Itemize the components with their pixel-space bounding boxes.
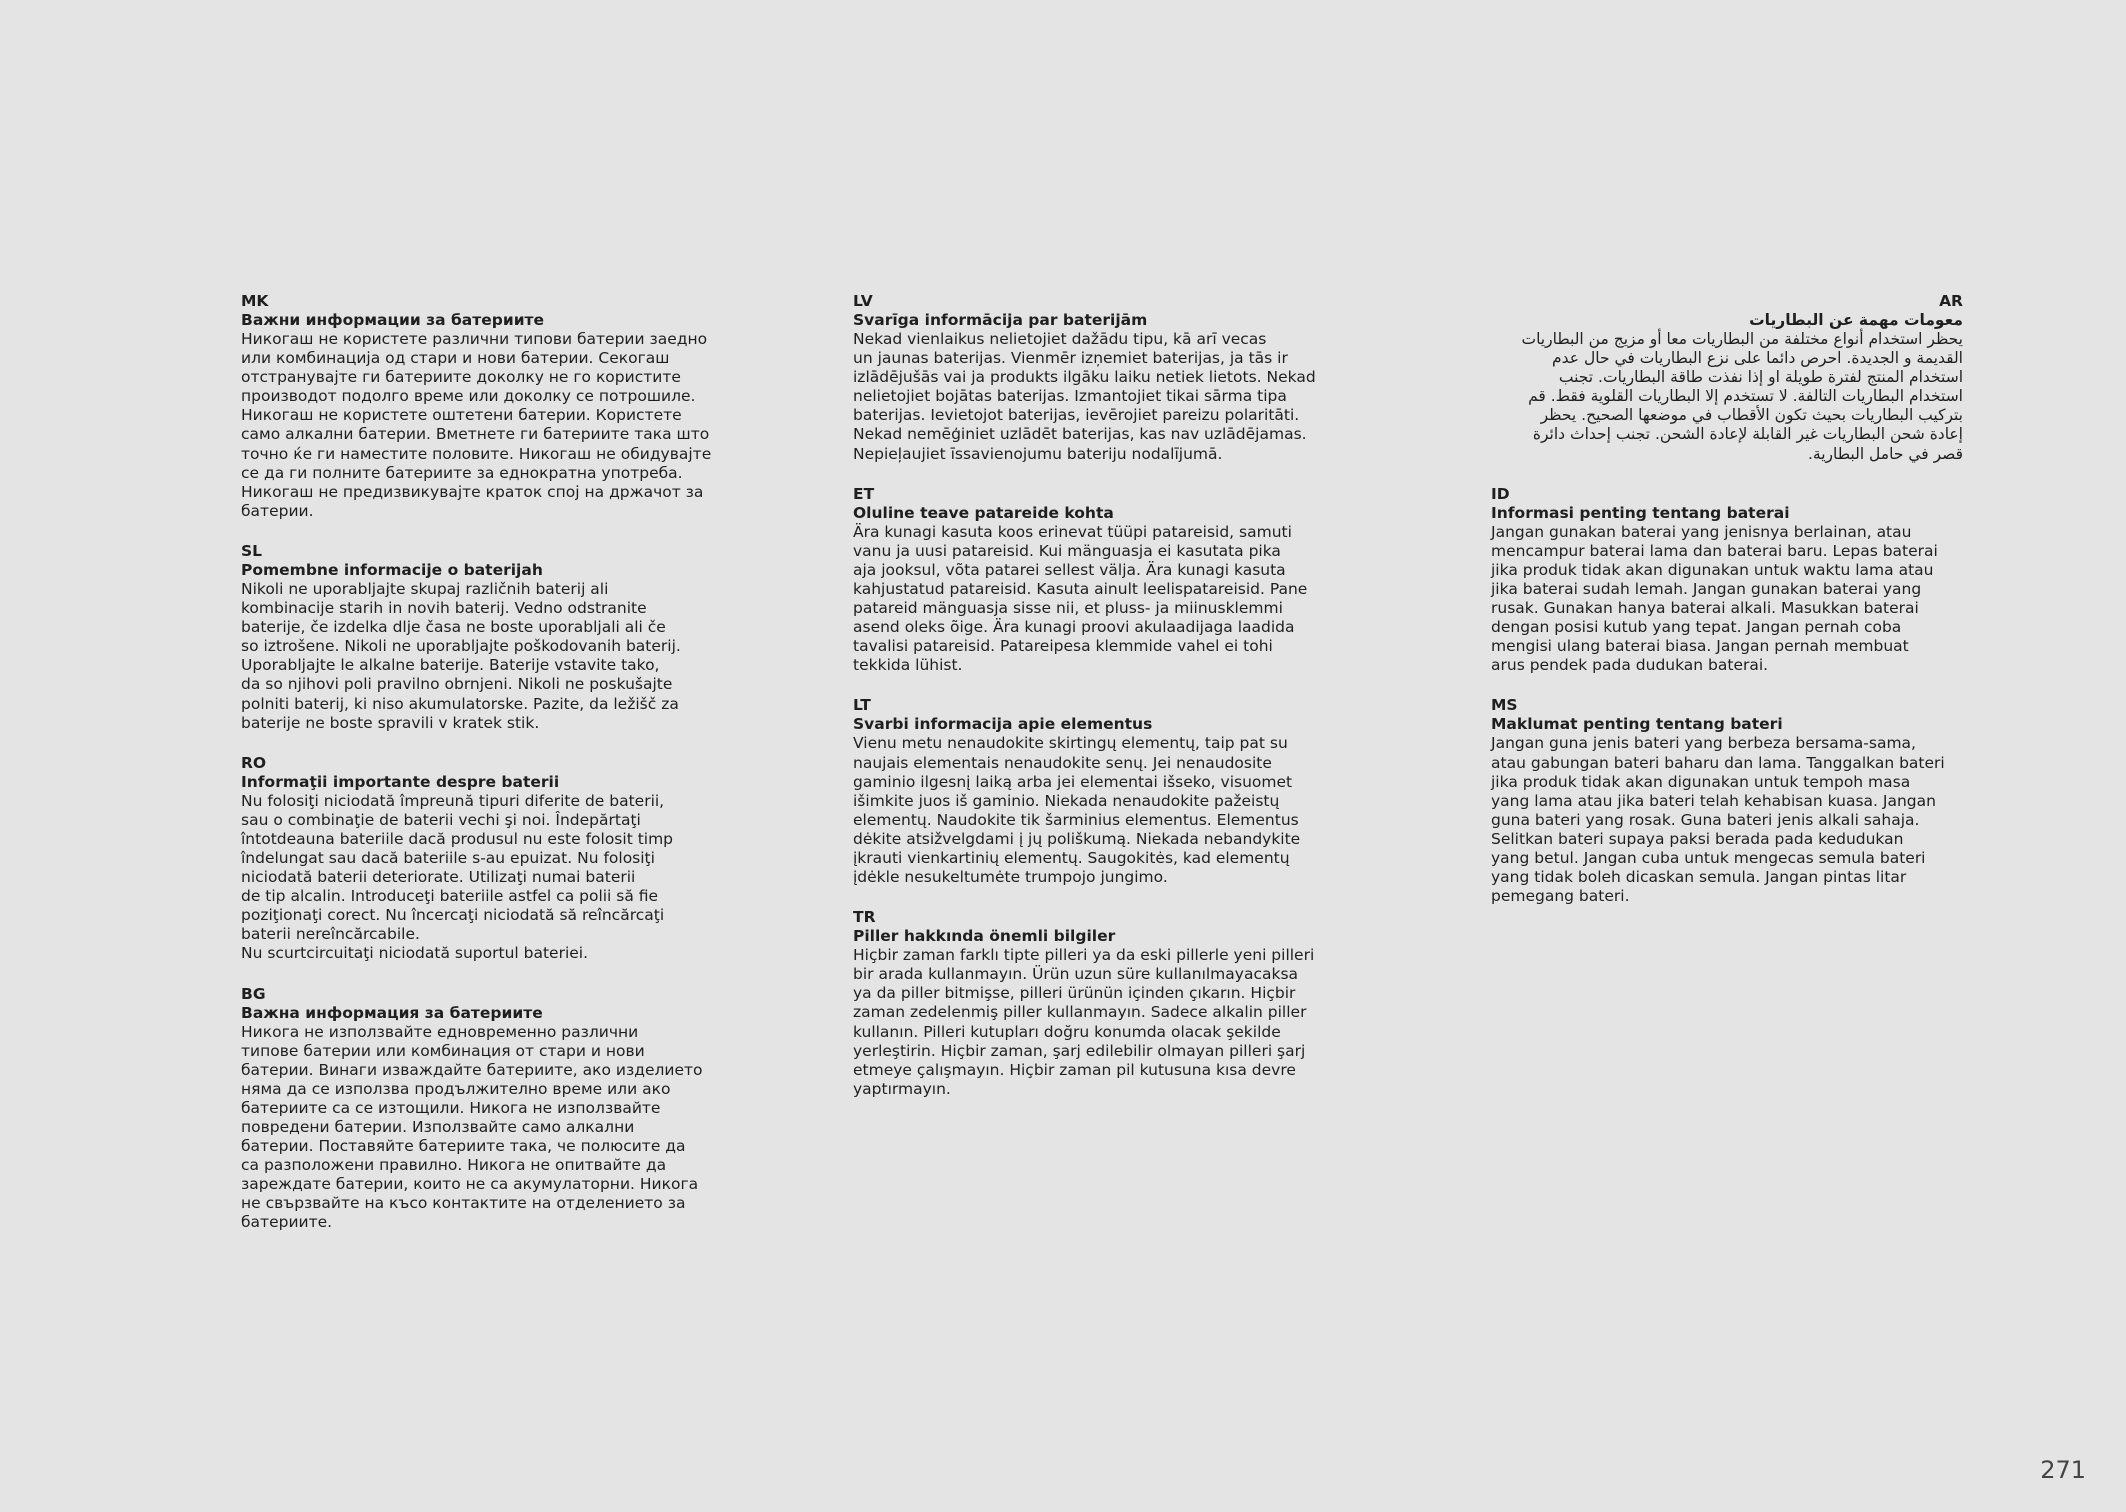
language-code: AR <box>1939 292 1963 310</box>
section-body: Nu folosiţi niciodată împreună tipuri diferite de baterii, sau o combinaţie de baterii vechi şi noi. Îndepărtaţi întotdeauna bateriile dacă produsul nu este folosit timp îndelungat sau dacă bateriile s-au epuizat. Nu folosiţi niciodată baterii deteriorate. Utilizaţi numai baterii de tip alcalin. Introduceţi bateriile astfel ca polii să fie poziţionaţi corect. Nu încercaţi niciodată să reîncărcaţi baterii nereîncărcabile. Nu scurtcircuitaţi niciodată suportul bateriei. <box>241 791 674 963</box>
section-body: Vienu metu nenaudokite skirtingų elementų, taip pat su naujais elementais nenaudokite senų. Jei nenaudosite gaminio ilgesnį laiką arba jei elementai išseko, visuomet išimkite juos iš gaminio. Niekada nenaudokite pažeistų elementų. Naudokite tik šarminius elementus. Elementus dėkite atsižvelgdami į jų poliškumą. Niekada nebandykite įkrauti vienkartinių elementų. Saugokitės, kad elementų įdėkle nesukeltumėte trumpojo jungimo. <box>853 734 1301 887</box>
section-body: Nikoli ne uporabljajte skupaj različnih baterij ali kombinacije starih in novih baterij. Vedno odstranite baterije, če izdelka dlje časa ne boste uporabljali ali če so iztrošene. Nikoli ne uporabljajte poškodovanih baterij. Uporabljajte le alkalne baterije. Baterije vstavite tako, da so njihovi poli pravilno obrnjeni. Nikoli ne poskušajte polniti baterij, ki niso akumulatorske. Pazite, da ležišč za baterije ne boste spravili v kratek stik. <box>241 579 681 732</box>
section-lv <box>853 292 1337 464</box>
section-heading: Pomembne informacije o baterijah <box>241 560 543 579</box>
section-heading: معومات مهمة عن البطاريات <box>1749 311 1963 329</box>
page-number: 271 <box>2040 1456 2086 1484</box>
language-code: TR <box>853 908 876 927</box>
section-heading: Важни информации за батериите <box>241 311 545 329</box>
section-bg <box>241 985 725 1233</box>
language-code: LV <box>853 292 873 310</box>
column-right <box>1491 292 1963 927</box>
language-code: RO <box>241 753 267 772</box>
section-body: Ära kunagi kasuta koos erinevat tüüpi patareisid, samuti vanu ja uusi patareisid. Kui mänguasja ei kasutata pika aja jooksul, võta patarei sellest välja. Ära kunagi kasuta kahjustatud patareisid. Kasuta ainult leelispatareisid. Pane patareid mänguasja sisse nii, et pluss- ja miinusklemmi asend oleks õige. Ära kunagi proovi akulaadijaga laadida tavalisi patareisid. Patareipesa klemmide vahel ei tohi tekkida lühist. <box>853 522 1308 675</box>
section-heading: Informaţii importante despre baterii <box>241 772 560 791</box>
language-code: MS <box>1491 696 1518 715</box>
section-heading: Piller hakkında önemli bilgiler <box>853 927 1116 946</box>
section-id <box>1491 485 1963 676</box>
language-code: ET <box>853 484 875 503</box>
section-heading: Svarbi informacija apie elementus <box>853 715 1153 734</box>
section-sl <box>241 542 725 733</box>
section-ar <box>1491 292 1963 464</box>
section-body: Jangan gunakan baterai yang jenisnya berlainan, atau mencampur baterai lama dan baterai baru. Lepas baterai jika produk tidak akan digunakan untuk waktu lama atau jika baterai sudah lemah. Jangan gunakan baterai yang rusak. Gunakan hanya baterai alkali. Masukkan baterai dengan posisi kutub yang tepat. Jangan pernah coba mengisi ulang baterai biasa. Jangan pernah membuat arus pendek pada dudukan baterai. <box>1491 522 1938 675</box>
section-heading: Informasi penting tentang baterai <box>1491 503 1790 522</box>
section-heading: Oluline teave patareide kohta <box>853 503 1114 522</box>
section-ms <box>1491 696 1963 906</box>
language-code: BG <box>241 984 266 1003</box>
section-body: Hiçbir zaman farklı tipte pilleri ya da eski pillerle yeni pilleri bir arada kullanmayın. Ürün uzun süre kullanılmayacaksa ya da piller bitmişse, pilleri ürünün içinden çıkarın. Hiçbir zaman zedelenmiş piller kullanmayın. Sadece alkalin piller kullanın. Pilleri kutupları doğru konumda olacak şekilde yerleştirin. Hiçbir zaman, şarj edilebilir olmayan pilleri şarj etmeye çalışmayın. Hiçbir zaman pil kutusuna kısa devre yaptırmayın. <box>853 946 1315 1098</box>
section-body: Никогаш не користете различни типови батерии заедно или комбинација од стари и нови батерии. Секогаш отстранувајте ги батериите доколку не го користите производот подолго време или доколку се потрошиле. Никогаш не користете оштетени батерии. Користете само алкални батерии. Вметнете ги батериите така што точно ќе ги наместите половите. Никогаш не обидувајте се да ги полните батериите за еднократна употреба. Никогаш не предизвикувајте краток спој на држачот за батерии. <box>241 330 712 520</box>
section-heading: Svarīga informācija par baterijām <box>853 311 1148 329</box>
section-et <box>853 485 1337 676</box>
section-body: Jangan guna jenis bateri yang berbeza bersama-sama, atau gabungan bateri baharu dan lama. Tanggalkan bateri jika produk tidak akan digunakan untuk tempoh masa yang lama atau jika bateri telah kehabisan kuasa. Jangan guna bateri yang rosak. Guna bateri jenis alkali sahaja. Selitkan bateri supaya paksi berada pada kedudukan yang betul. Jangan cuba untuk mengecas semula bateri yang tidak boleh dicaskan semula. Jangan pintas litar pemegang bateri. <box>1491 734 1945 906</box>
language-code: ID <box>1491 484 1510 503</box>
section-lt <box>853 696 1337 887</box>
section-mk <box>241 292 725 521</box>
column-middle <box>853 292 1337 1120</box>
section-body: يحظر استخدام أنواع مختلفة من البطاريات معا أو مزيج من البطاريات القديمة و الجديدة. احرص دائما على نزع البطاريات في حال عدم استخدام المنتج لفترة طويلة او إذا نفذت طاقة البطاريات. تجنب استخدام البطاريات التالفة. لا تستخدم إلا البطاريات القلوية فقط. قم بتركيب البطاريات بحيث تكون الأقطاب في موضعها الصحيح. يحظر إعادة شحن البطاريات غير القابلة لإعادة الشحن. تجنب إحداث دائرة قصر في حامل البطارية. <box>1521 330 1963 463</box>
language-code: LT <box>853 696 871 715</box>
section-ro <box>241 754 725 964</box>
section-tr <box>853 908 1337 1099</box>
column-left <box>241 292 725 1254</box>
language-code: MK <box>241 292 269 310</box>
section-body: Никога не използвайте едновременно различни типове батерии или комбинация от стари и нови батерии. Винаги изваждайте батериите, ако изделието няма да се използва продължително време или ако батериите са се изтощили. Никога не използвайте повредени батерии. Използвайте само алкални батерии. Поставяйте батериите така, че полюсите да са разположени правилно. Никога не опитвайте да зареждате батерии, които не са акумулаторни. Никога не свързвайте на късо контактите на отделението за батериите. <box>241 1022 703 1232</box>
language-code: SL <box>241 541 263 560</box>
section-heading: Maklumat penting tentang bateri <box>1491 715 1783 734</box>
section-heading: Важна информация за батериите <box>241 1003 543 1022</box>
section-body: Nekad vienlaikus nelietojiet dažādu tipu, kā arī vecas un jaunas baterijas. Vienmēr izņemiet baterijas, ja tās ir izlādējušās vai ja produkts ilgāku laiku netiek lietots. Nekad nelietojiet bojātas baterijas. Izmantojiet tikai sārma tipa baterijas. Ievietojot baterijas, ievērojiet pareizu polaritāti. Nekad nemēģiniet uzlādēt baterijas, kas nav uzlādējamas. Nepieļaujiet īssavienojumu bateriju nodalījumā. <box>853 330 1316 463</box>
